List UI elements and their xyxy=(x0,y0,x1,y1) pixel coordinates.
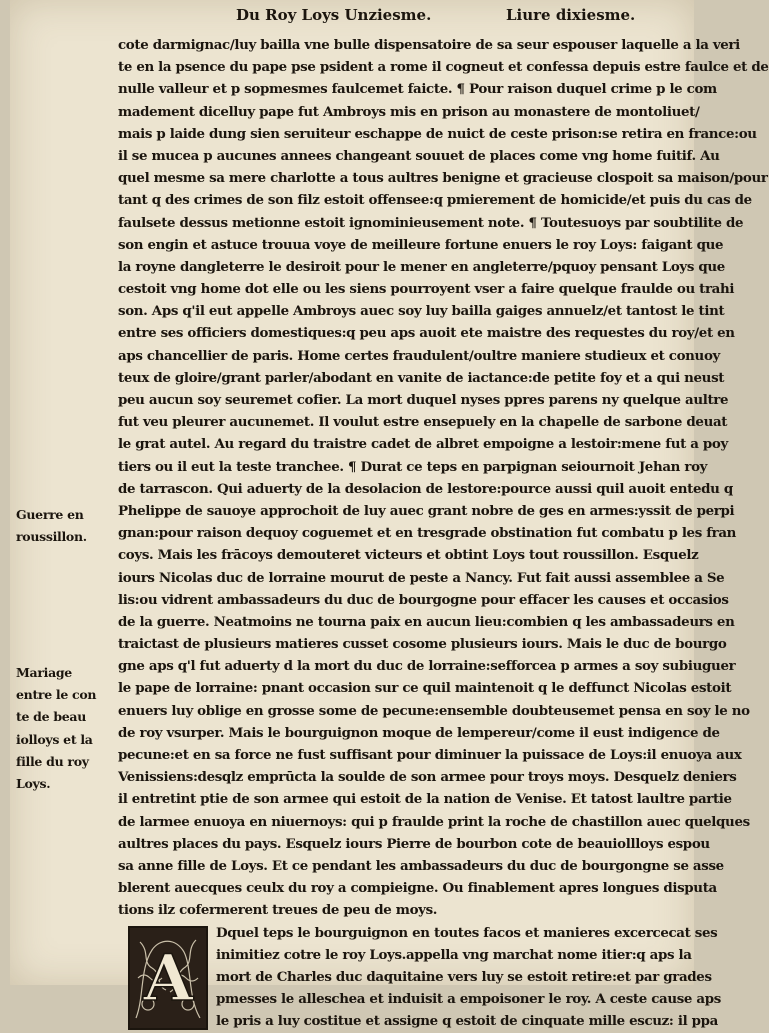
text-line: traictast de plusieurs matieres cusset cosome plusieurs iours. Mais le duc de bourgo xyxy=(118,636,727,653)
text-line: gnan:pour raison dequoy coguemet et en tresgrade obstination fut combatu p les fran xyxy=(118,525,737,542)
text-line: teux de gloire/grant parler/abodant en vanite de iactance:de petite foy et a qui neust xyxy=(118,369,725,386)
margin-note-line: entre le con xyxy=(16,687,97,703)
text-line: Venissiens:desqlz emprūcta la soulde de son armee pour troys moys. Desquelz deniers xyxy=(118,769,737,786)
svg-text:A: A xyxy=(143,940,193,1016)
text-line: cote darmignac/luy bailla vne bulle dispensatoire de sa seur espouser laquelle a la veri xyxy=(118,37,740,53)
running-head-left: Du Roy Loys Unziesme. xyxy=(236,6,432,24)
text-line: pecune:et en sa force ne fust suffisant pour diminuer la puissace de Loys:il enuoya aux xyxy=(118,747,742,763)
text-line: mais p laide dung sien seruiteur eschappe de nuict de ceste prison:se retira en france:ou xyxy=(118,125,757,142)
text-line: iours Nicolas duc de lorraine mourut de peste a Nancy. Fut fait aussi assemblee a Se xyxy=(118,569,725,586)
text-line: son engin et astuce trouua voye de meilleure fortune enuers le roy Loys: faigant que xyxy=(118,236,724,253)
text-line: quel mesme sa mere charlotte a tous aultres benigne et gracieuse clospoit sa maison/pour xyxy=(118,170,768,187)
text-line: peu aucun soy seuremet cofier. La mort duquel nyses ppres parens ny quelque aultre xyxy=(118,392,729,408)
margin-note-line: Loys. xyxy=(16,775,51,791)
text-line: tiers ou il eut la teste tranchee. ¶ Durat ce teps en parpignan seiournoit Jehan roy xyxy=(118,458,708,475)
text-line: Phelippe de sauoye approchoit de luy auec grant nobre de ges en armes:yssit de perpi xyxy=(118,502,735,519)
text-line: il se mucea p aucunes annees changeant souuet de places come vng home fuitif. Au xyxy=(118,147,720,164)
text-line: aultres places du pays. Esquelz iours Pierre de bourbon cote de beauiollloys espou xyxy=(118,835,710,852)
text-line: de larmee enuoya en niuernoys: qui p fraulde print la roche de chastillon auec quelques xyxy=(118,813,750,830)
text-line: de tarrascon. Qui aduerty de la desolacion de lestore:pource aussi quil auoit entedu q xyxy=(118,480,733,497)
margin-note-line: iolloys et la xyxy=(16,731,93,747)
text-line: de roy vsurper. Mais le bourguignon moque de lempereur/come il eust indigence de xyxy=(118,724,720,741)
running-head-right: Liure dixiesme. xyxy=(506,6,636,24)
text-line: cestoit vng home dot elle ou les siens pourroyent vser a faire quelque fraulde ou trahi xyxy=(118,281,735,298)
margin-note-line: roussillon. xyxy=(16,529,87,545)
text-line: enuers luy oblige en grosse some de pecune:ensemble doubteusemet pensa en soy le no xyxy=(118,702,750,719)
text-line: inimitiez cotre le roy Loys.appella vng marchat nome itier:q aps la xyxy=(216,946,692,963)
text-line: le pris a luy costitue et assigne q estoit de cinquate mille escuz: il ppa xyxy=(216,1013,718,1030)
text-line: entre ses officiers domestiques:q peu aps auoit ete maistre des requestes du roy/et en xyxy=(118,325,735,342)
text-line: son. Aps q'il eut appelle Ambroys auec soy luy bailla gaiges annuelz/et tantost le tint xyxy=(118,303,725,320)
book-page xyxy=(10,0,769,1030)
margin-note-line: te de beau xyxy=(16,709,87,725)
text-line: le grat autel. Au regard du traistre cadet de albret empoigne a lestoir:mene fut a poy xyxy=(118,436,728,453)
initial-paragraph-lines xyxy=(216,922,721,1033)
margin-note-line: fille du roy xyxy=(16,753,89,769)
text-line: blerent auecques ceulx du roy a compieigne. Ou finablement apres longues disputa xyxy=(118,880,717,897)
text-line: de la guerre. Neatmoins ne tourna paix en aucun lieu:combien q les ambassadeurs en xyxy=(118,613,735,630)
text-line: sa anne fille de Loys. Et ce pendant les ambassadeurs du duc de bourgongne se asse xyxy=(118,857,724,874)
text-line: nulle valleur et p sopmesmes faulcemet faicte. ¶ Pour raison duquel crime p le com xyxy=(118,81,717,98)
text-line: Dquel teps le bourguignon en toutes facos et manieres excercecat ses xyxy=(216,924,718,941)
text-line: coys. Mais les frācoys demouteret victeurs et obtint Loys tout roussillon. Esquelz xyxy=(118,547,699,564)
initial-paragraph xyxy=(118,922,721,1033)
margin-note-line: Guerre en xyxy=(16,507,84,522)
margin-note-mariage xyxy=(16,662,108,795)
text-line: aps chancellier de paris. Home certes fraudulent/oultre maniere studieux et conuoy xyxy=(118,347,720,364)
text-line: tions ilz cofermerent treues de peu de moys. xyxy=(118,902,438,919)
text-line: fut veu pleurer aucunemet. Il voulut estre ensepuely en la chapelle de sarbone deuat xyxy=(118,414,728,431)
text-line: lis:ou vidrent ambassadeurs du duc de bourgogne pour effacer les causes et occasios xyxy=(118,591,729,608)
text-line: faulsete dessus metionne estoit ignominieusement note. ¶ Toutesuoys par soubtilite de xyxy=(118,214,744,231)
main-text-block xyxy=(118,34,769,1033)
text-line: te en la psence du pape pse psident a rome il cogneut et confessa depuis estre faulce et de xyxy=(118,59,769,76)
margin-note-roussillon xyxy=(16,504,108,548)
text-line: pmesses le alleschea et induisit a empoisoner le roy. A ceste cause aps xyxy=(216,991,721,1008)
text-line: madement dicelluy pape fut Ambroys mis en prison au monastere de montoliuet/ xyxy=(118,103,700,120)
running-head xyxy=(10,6,694,28)
text-line: gne aps q'l fut aduerty d la mort du duc de lorraine:sefforcea p armes a soy subiuguer xyxy=(118,658,736,675)
decorated-initial-a-icon xyxy=(128,926,208,1030)
text-line: le pape de lorraine: pnant occasion sur ce quil maintenoit q le deffunct Nicolas estoit xyxy=(118,680,732,697)
text-line: il entretint ptie de son armee qui estoit de la nation de Venise. Et tatost laultre partie xyxy=(118,791,732,808)
margin-note-line: Mariage xyxy=(16,665,72,680)
text-line: la royne dangleterre le desiroit pour le mener en angleterre/pquoy pensant Loys que xyxy=(118,258,725,275)
text-line: mort de Charles duc daquitaine vers luy se estoit retire:et par grades xyxy=(216,968,712,985)
text-line: tant q des crimes de son filz estoit offensee:q pmierement de homicide/et puis du cas de xyxy=(118,192,752,209)
